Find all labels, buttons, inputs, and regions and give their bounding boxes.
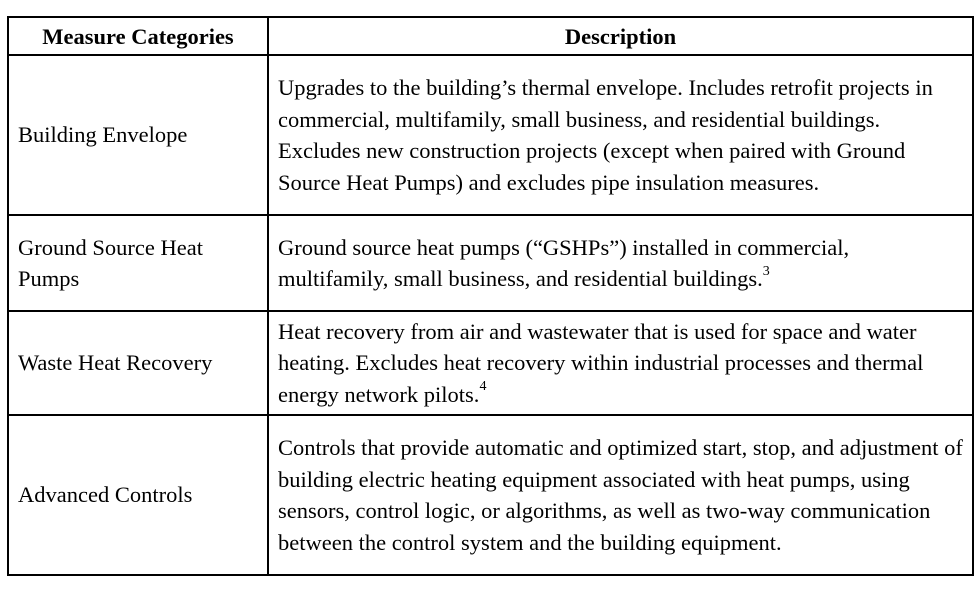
- description-cell: [268, 415, 973, 575]
- measures-table: [7, 16, 974, 576]
- table-row: [8, 215, 973, 311]
- footnote-marker: 3: [762, 263, 770, 279]
- table-row: [8, 415, 973, 575]
- table-header-row: [8, 17, 973, 55]
- category-cell: Ground Source Heat Pumps: [8, 215, 268, 311]
- description-text: Ground source heat pumps (“GSHPs”) installed in commercial, multifamily, small business, and residential buildings.: [278, 234, 850, 291]
- table-row: [8, 311, 973, 415]
- description-text: Heat recovery from air and wastewater that is used for space and water heating. Excludes heat recovery within industrial processes and thermal energy network pilots.: [278, 318, 924, 407]
- category-cell: Waste Heat Recovery: [8, 311, 268, 415]
- description-cell: [268, 215, 973, 311]
- description-cell: [268, 55, 973, 215]
- header-description: Description: [268, 17, 973, 55]
- header-measure-categories: Measure Categories: [8, 17, 268, 55]
- measures-table-container: [7, 16, 972, 576]
- description-text: Upgrades to the building’s thermal envelope. Includes retrofit projects in commercial, multifamily, small business, and residential buildings. Excludes new construction projects (except when paired with Ground Source Heat Pumps) and excludes pipe insulation measures.: [278, 75, 933, 195]
- description-text: Controls that provide automatic and optimized start, stop, and adjustment of building electric heating equipment associated with heat pumps, using sensors, control logic, or algorithms, as well as two-way communication between the control system and the building equipment.: [278, 435, 963, 555]
- category-cell: Advanced Controls: [8, 415, 268, 575]
- table-row: [8, 55, 973, 215]
- description-cell: [268, 311, 973, 415]
- category-cell: Building Envelope: [8, 55, 268, 215]
- footnote-marker: 4: [479, 379, 487, 395]
